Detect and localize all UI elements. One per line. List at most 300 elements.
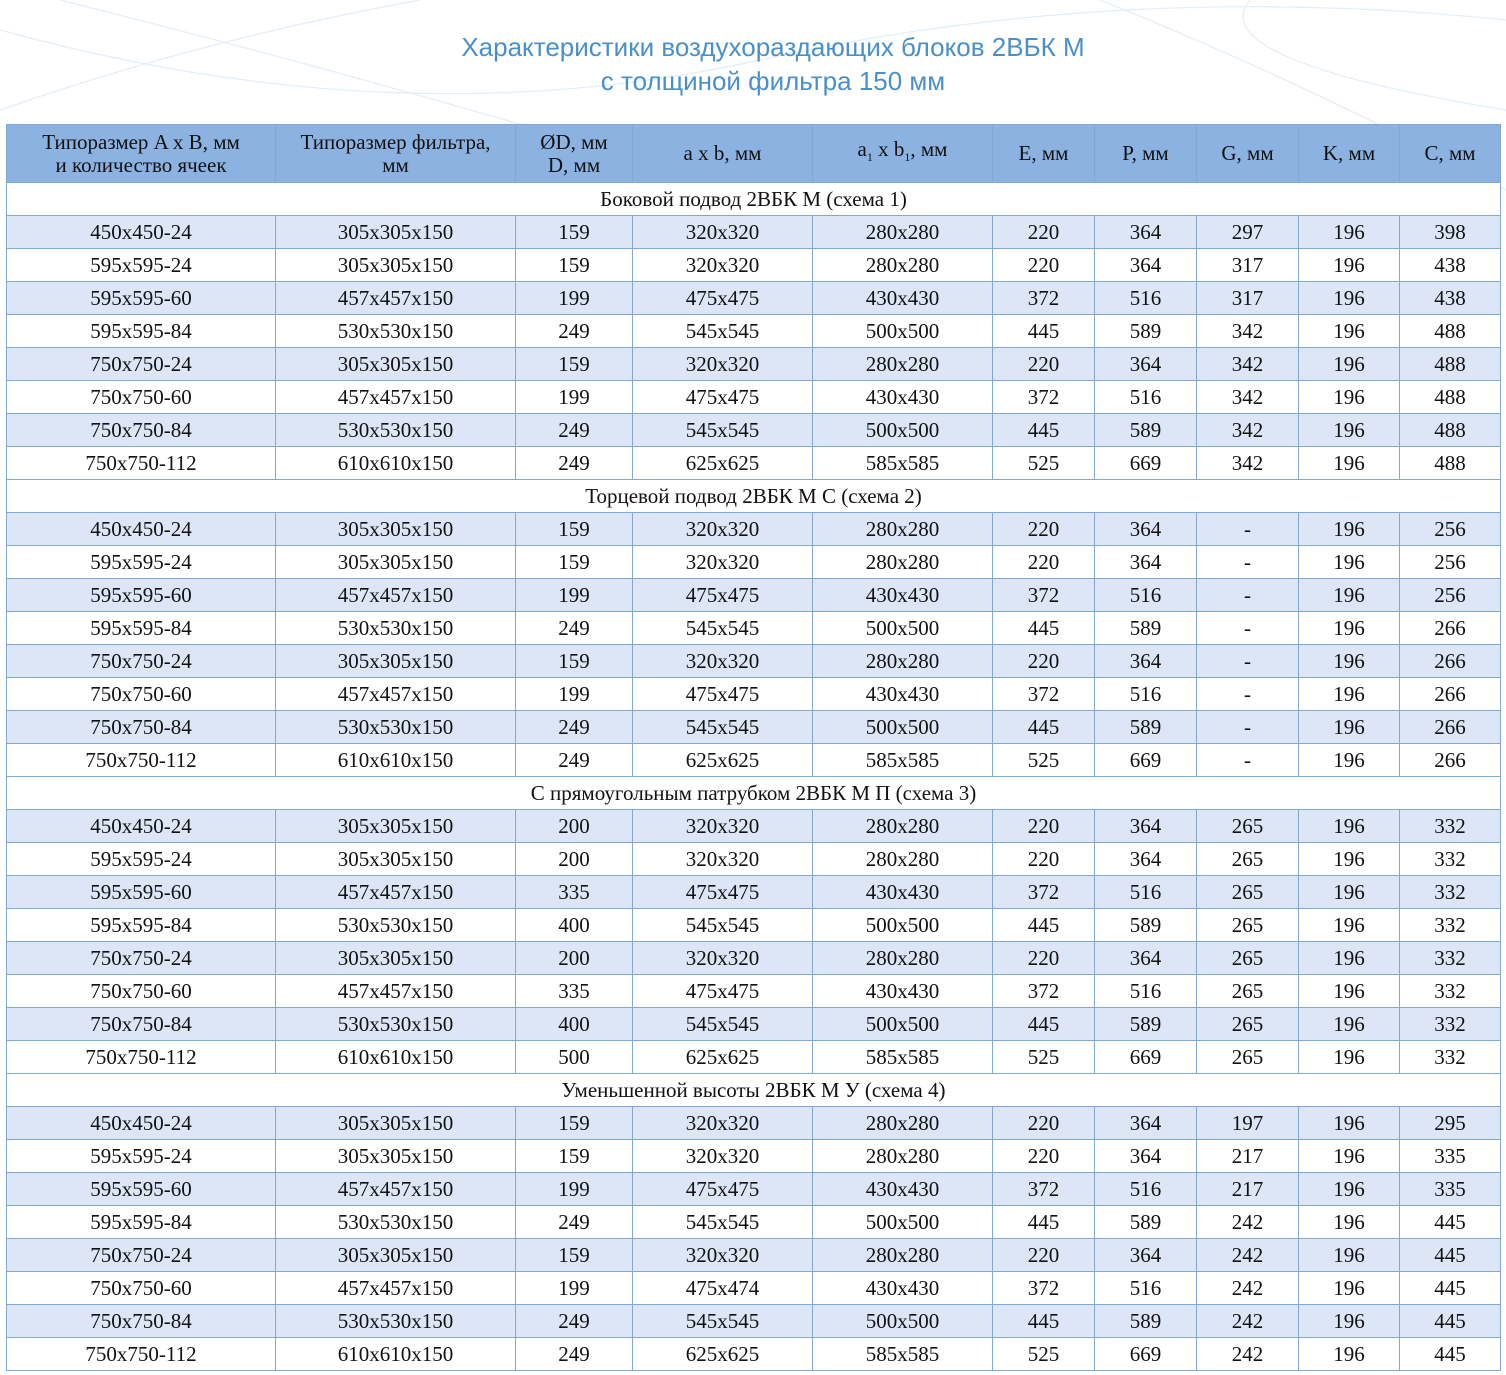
cell-k: 196 <box>1299 810 1400 843</box>
table-row <box>7 975 1501 1008</box>
cell-c: 438 <box>1400 249 1501 282</box>
header-a1b1-end: , мм <box>910 136 948 161</box>
cell-p: 589 <box>1095 315 1197 348</box>
cell-diameter: 159 <box>516 216 633 249</box>
cell-diameter: 199 <box>516 579 633 612</box>
cell-diameter: 249 <box>516 612 633 645</box>
cell-e: 372 <box>993 579 1095 612</box>
cell-p: 364 <box>1095 513 1197 546</box>
cell-a1b1: 280x280 <box>813 249 993 282</box>
cell-p: 364 <box>1095 843 1197 876</box>
cell-a1b1: 500x500 <box>813 1008 993 1041</box>
table-row <box>7 876 1501 909</box>
cell-size: 750x750-84 <box>7 414 276 447</box>
cell-diameter: 249 <box>516 744 633 777</box>
cell-g: 265 <box>1197 1008 1299 1041</box>
table-row <box>7 249 1501 282</box>
header-ab: a x b, мм <box>633 125 813 183</box>
header-g: G, мм <box>1197 125 1299 183</box>
cell-a1b1: 500x500 <box>813 1305 993 1338</box>
cell-filter: 457x457x150 <box>276 678 516 711</box>
cell-size: 450x450-24 <box>7 1107 276 1140</box>
cell-p: 589 <box>1095 414 1197 447</box>
cell-e: 220 <box>993 513 1095 546</box>
table-row <box>7 579 1501 612</box>
cell-size: 595x595-60 <box>7 282 276 315</box>
cell-c: 445 <box>1400 1338 1501 1371</box>
cell-ab: 475x475 <box>633 381 813 414</box>
cell-c: 266 <box>1400 612 1501 645</box>
cell-g: 217 <box>1197 1140 1299 1173</box>
cell-a1b1: 430x430 <box>813 876 993 909</box>
section-row <box>7 183 1501 216</box>
cell-size: 595x595-84 <box>7 909 276 942</box>
cell-a1b1: 500x500 <box>813 909 993 942</box>
table-row <box>7 348 1501 381</box>
cell-k: 196 <box>1299 216 1400 249</box>
cell-c: 266 <box>1400 645 1501 678</box>
cell-filter: 457x457x150 <box>276 1173 516 1206</box>
cell-ab: 475x475 <box>633 1173 813 1206</box>
cell-diameter: 335 <box>516 876 633 909</box>
cell-c: 332 <box>1400 1041 1501 1074</box>
cell-diameter: 199 <box>516 678 633 711</box>
cell-filter: 305x305x150 <box>276 513 516 546</box>
cell-diameter: 249 <box>516 414 633 447</box>
cell-ab: 320x320 <box>633 1107 813 1140</box>
cell-filter: 457x457x150 <box>276 579 516 612</box>
cell-ab: 545x545 <box>633 1008 813 1041</box>
cell-ab: 475x475 <box>633 579 813 612</box>
cell-e: 220 <box>993 843 1095 876</box>
cell-size: 750x750-24 <box>7 1239 276 1272</box>
table-row <box>7 414 1501 447</box>
cell-diameter: 200 <box>516 843 633 876</box>
cell-diameter: 199 <box>516 1173 633 1206</box>
cell-k: 196 <box>1299 546 1400 579</box>
cell-g: 197 <box>1197 1107 1299 1140</box>
cell-p: 589 <box>1095 1305 1197 1338</box>
cell-ab: 320x320 <box>633 942 813 975</box>
cell-k: 196 <box>1299 282 1400 315</box>
cell-filter: 610x610x150 <box>276 744 516 777</box>
cell-e: 445 <box>993 711 1095 744</box>
cell-ab: 475x475 <box>633 975 813 1008</box>
cell-size: 750x750-60 <box>7 381 276 414</box>
cell-ab: 545x545 <box>633 1206 813 1239</box>
cell-k: 196 <box>1299 315 1400 348</box>
cell-p: 516 <box>1095 579 1197 612</box>
cell-size: 750x750-112 <box>7 744 276 777</box>
cell-filter: 530x530x150 <box>276 315 516 348</box>
cell-p: 364 <box>1095 216 1197 249</box>
cell-diameter: 249 <box>516 1206 633 1239</box>
cell-size: 595x595-60 <box>7 876 276 909</box>
cell-g: 265 <box>1197 942 1299 975</box>
table-row <box>7 1107 1501 1140</box>
cell-p: 589 <box>1095 909 1197 942</box>
cell-g: - <box>1197 678 1299 711</box>
cell-p: 589 <box>1095 612 1197 645</box>
header-e: E, мм <box>993 125 1095 183</box>
cell-diameter: 335 <box>516 975 633 1008</box>
cell-g: - <box>1197 513 1299 546</box>
cell-g: 297 <box>1197 216 1299 249</box>
cell-c: 266 <box>1400 678 1501 711</box>
cell-k: 196 <box>1299 1041 1400 1074</box>
title-line-2: с толщиной фильтра 150 мм <box>600 66 946 96</box>
cell-g: 265 <box>1197 909 1299 942</box>
cell-k: 196 <box>1299 249 1400 282</box>
section-row <box>7 480 1501 513</box>
cell-ab: 625x625 <box>633 1338 813 1371</box>
cell-a1b1: 430x430 <box>813 579 993 612</box>
cell-size: 750x750-60 <box>7 975 276 1008</box>
cell-diameter: 159 <box>516 249 633 282</box>
cell-e: 220 <box>993 546 1095 579</box>
cell-c: 488 <box>1400 348 1501 381</box>
cell-a1b1: 280x280 <box>813 1140 993 1173</box>
cell-g: 265 <box>1197 810 1299 843</box>
cell-e: 445 <box>993 414 1095 447</box>
cell-p: 516 <box>1095 678 1197 711</box>
cell-e: 220 <box>993 1107 1095 1140</box>
cell-size: 750x750-84 <box>7 1305 276 1338</box>
cell-filter: 457x457x150 <box>276 282 516 315</box>
cell-e: 372 <box>993 975 1095 1008</box>
cell-ab: 545x545 <box>633 1305 813 1338</box>
cell-a1b1: 280x280 <box>813 810 993 843</box>
cell-e: 220 <box>993 810 1095 843</box>
cell-size: 750x750-112 <box>7 447 276 480</box>
cell-g: - <box>1197 612 1299 645</box>
table-row <box>7 1338 1501 1371</box>
cell-p: 669 <box>1095 447 1197 480</box>
table-row <box>7 1305 1501 1338</box>
table-row <box>7 216 1501 249</box>
cell-size: 750x750-24 <box>7 645 276 678</box>
cell-a1b1: 280x280 <box>813 513 993 546</box>
cell-g: - <box>1197 546 1299 579</box>
cell-c: 332 <box>1400 810 1501 843</box>
cell-k: 196 <box>1299 645 1400 678</box>
cell-p: 516 <box>1095 1272 1197 1305</box>
cell-a1b1: 430x430 <box>813 975 993 1008</box>
cell-diameter: 500 <box>516 1041 633 1074</box>
cell-e: 525 <box>993 447 1095 480</box>
cell-c: 488 <box>1400 447 1501 480</box>
table-row <box>7 282 1501 315</box>
cell-ab: 475x475 <box>633 282 813 315</box>
cell-p: 364 <box>1095 1107 1197 1140</box>
header-c: C, мм <box>1400 125 1501 183</box>
table-row <box>7 1140 1501 1173</box>
cell-ab: 625x625 <box>633 744 813 777</box>
specifications-table <box>6 124 1501 1371</box>
cell-c: 256 <box>1400 513 1501 546</box>
table-body <box>7 183 1501 1371</box>
cell-g: 242 <box>1197 1305 1299 1338</box>
cell-size: 450x450-24 <box>7 810 276 843</box>
header-diameter-line1: ØD, мм <box>540 129 608 154</box>
cell-a1b1: 500x500 <box>813 612 993 645</box>
cell-size: 750x750-24 <box>7 942 276 975</box>
cell-filter: 305x305x150 <box>276 843 516 876</box>
cell-p: 516 <box>1095 1173 1197 1206</box>
cell-g: 342 <box>1197 381 1299 414</box>
cell-c: 256 <box>1400 546 1501 579</box>
cell-a1b1: 280x280 <box>813 1107 993 1140</box>
cell-g: 265 <box>1197 1041 1299 1074</box>
cell-p: 669 <box>1095 1338 1197 1371</box>
cell-g: 265 <box>1197 975 1299 1008</box>
header-filter <box>276 125 516 183</box>
cell-a1b1: 585x585 <box>813 447 993 480</box>
cell-filter: 530x530x150 <box>276 711 516 744</box>
cell-p: 364 <box>1095 810 1197 843</box>
section-title: Боковой подвод 2ВБК М (схема 1) <box>7 183 1501 216</box>
cell-g: - <box>1197 579 1299 612</box>
cell-filter: 457x457x150 <box>276 975 516 1008</box>
cell-ab: 475x475 <box>633 876 813 909</box>
cell-c: 332 <box>1400 942 1501 975</box>
cell-size: 595x595-60 <box>7 579 276 612</box>
cell-diameter: 249 <box>516 1305 633 1338</box>
cell-p: 589 <box>1095 1008 1197 1041</box>
header-a1b1-sub2: 1 <box>904 150 911 165</box>
cell-size: 595x595-24 <box>7 843 276 876</box>
cell-ab: 320x320 <box>633 645 813 678</box>
cell-k: 196 <box>1299 942 1400 975</box>
cell-e: 220 <box>993 216 1095 249</box>
cell-k: 196 <box>1299 1338 1400 1371</box>
cell-k: 196 <box>1299 579 1400 612</box>
header-filter-line1: Типоразмер фильтра, <box>300 129 491 154</box>
cell-diameter: 159 <box>516 348 633 381</box>
cell-ab: 320x320 <box>633 1239 813 1272</box>
cell-k: 196 <box>1299 381 1400 414</box>
cell-p: 364 <box>1095 942 1197 975</box>
cell-size: 595x595-24 <box>7 546 276 579</box>
cell-diameter: 249 <box>516 315 633 348</box>
header-size <box>7 125 276 183</box>
table-row <box>7 612 1501 645</box>
cell-ab: 545x545 <box>633 414 813 447</box>
cell-c: 332 <box>1400 975 1501 1008</box>
cell-ab: 475x475 <box>633 678 813 711</box>
cell-c: 332 <box>1400 843 1501 876</box>
cell-e: 220 <box>993 1140 1095 1173</box>
cell-g: 342 <box>1197 315 1299 348</box>
table-row <box>7 1173 1501 1206</box>
cell-c: 398 <box>1400 216 1501 249</box>
cell-ab: 625x625 <box>633 1041 813 1074</box>
cell-g: 342 <box>1197 447 1299 480</box>
section-title: Уменьшенной высоты 2ВБК М У (схема 4) <box>7 1074 1501 1107</box>
cell-diameter: 159 <box>516 1140 633 1173</box>
cell-c: 488 <box>1400 315 1501 348</box>
cell-diameter: 400 <box>516 909 633 942</box>
cell-a1b1: 280x280 <box>813 348 993 381</box>
cell-diameter: 199 <box>516 1272 633 1305</box>
header-diameter-line2: D, мм <box>547 152 601 177</box>
table-row <box>7 909 1501 942</box>
cell-filter: 530x530x150 <box>276 1206 516 1239</box>
cell-k: 196 <box>1299 843 1400 876</box>
cell-e: 220 <box>993 645 1095 678</box>
table-row <box>7 645 1501 678</box>
table-row <box>7 1008 1501 1041</box>
cell-e: 445 <box>993 1206 1095 1239</box>
cell-size: 750x750-84 <box>7 1008 276 1041</box>
table-row <box>7 1041 1501 1074</box>
cell-k: 196 <box>1299 1272 1400 1305</box>
table-row <box>7 810 1501 843</box>
page-title <box>0 30 1506 98</box>
cell-g: 265 <box>1197 876 1299 909</box>
cell-size: 750x750-60 <box>7 1272 276 1305</box>
cell-a1b1: 430x430 <box>813 282 993 315</box>
cell-p: 364 <box>1095 546 1197 579</box>
cell-g: - <box>1197 711 1299 744</box>
cell-k: 196 <box>1299 1008 1400 1041</box>
cell-diameter: 159 <box>516 546 633 579</box>
cell-a1b1: 585x585 <box>813 1041 993 1074</box>
cell-p: 589 <box>1095 1206 1197 1239</box>
header-size-line1: Типоразмер A x B, мм <box>42 129 240 154</box>
cell-diameter: 199 <box>516 282 633 315</box>
cell-size: 750x750-112 <box>7 1338 276 1371</box>
cell-filter: 305x305x150 <box>276 348 516 381</box>
cell-ab: 320x320 <box>633 1140 813 1173</box>
cell-size: 595x595-84 <box>7 315 276 348</box>
cell-g: 342 <box>1197 414 1299 447</box>
cell-ab: 545x545 <box>633 612 813 645</box>
header-a1b1-mid: x b <box>872 136 905 161</box>
cell-e: 372 <box>993 1173 1095 1206</box>
cell-filter: 305x305x150 <box>276 249 516 282</box>
cell-e: 372 <box>993 282 1095 315</box>
table-row <box>7 942 1501 975</box>
cell-filter: 305x305x150 <box>276 1140 516 1173</box>
cell-filter: 305x305x150 <box>276 546 516 579</box>
cell-filter: 457x457x150 <box>276 1272 516 1305</box>
cell-c: 335 <box>1400 1173 1501 1206</box>
cell-size: 595x595-84 <box>7 1206 276 1239</box>
cell-ab: 320x320 <box>633 546 813 579</box>
cell-g: 242 <box>1197 1272 1299 1305</box>
table-row <box>7 1206 1501 1239</box>
cell-a1b1: 585x585 <box>813 744 993 777</box>
cell-size: 450x450-24 <box>7 513 276 546</box>
cell-c: 332 <box>1400 909 1501 942</box>
cell-c: 445 <box>1400 1206 1501 1239</box>
cell-size: 450x450-24 <box>7 216 276 249</box>
cell-k: 196 <box>1299 414 1400 447</box>
cell-p: 589 <box>1095 711 1197 744</box>
cell-c: 445 <box>1400 1305 1501 1338</box>
cell-a1b1: 280x280 <box>813 645 993 678</box>
cell-a1b1: 280x280 <box>813 843 993 876</box>
cell-filter: 530x530x150 <box>276 1305 516 1338</box>
cell-k: 196 <box>1299 513 1400 546</box>
cell-a1b1: 430x430 <box>813 1272 993 1305</box>
cell-ab: 545x545 <box>633 315 813 348</box>
cell-a1b1: 280x280 <box>813 942 993 975</box>
section-title: С прямоугольным патрубком 2ВБК М П (схема 3) <box>7 777 1501 810</box>
cell-size: 595x595-84 <box>7 612 276 645</box>
table-row <box>7 744 1501 777</box>
cell-size: 750x750-24 <box>7 348 276 381</box>
cell-diameter: 249 <box>516 447 633 480</box>
section-title: Торцевой подвод 2ВБК М С (схема 2) <box>7 480 1501 513</box>
cell-p: 364 <box>1095 1239 1197 1272</box>
cell-a1b1: 500x500 <box>813 711 993 744</box>
cell-filter: 305x305x150 <box>276 1239 516 1272</box>
cell-g: - <box>1197 744 1299 777</box>
table-row <box>7 513 1501 546</box>
cell-g: 317 <box>1197 282 1299 315</box>
cell-filter: 305x305x150 <box>276 942 516 975</box>
cell-diameter: 159 <box>516 1239 633 1272</box>
cell-diameter: 159 <box>516 645 633 678</box>
cell-c: 488 <box>1400 414 1501 447</box>
cell-diameter: 400 <box>516 1008 633 1041</box>
cell-ab: 320x320 <box>633 810 813 843</box>
cell-k: 196 <box>1299 1173 1400 1206</box>
cell-a1b1: 430x430 <box>813 1173 993 1206</box>
section-row <box>7 1074 1501 1107</box>
cell-size: 750x750-60 <box>7 678 276 711</box>
cell-c: 335 <box>1400 1140 1501 1173</box>
cell-diameter: 249 <box>516 711 633 744</box>
table-row <box>7 843 1501 876</box>
cell-k: 196 <box>1299 678 1400 711</box>
cell-a1b1: 500x500 <box>813 315 993 348</box>
cell-e: 220 <box>993 942 1095 975</box>
header-a1b1 <box>813 125 993 183</box>
section-row <box>7 777 1501 810</box>
cell-g: 242 <box>1197 1338 1299 1371</box>
cell-e: 445 <box>993 612 1095 645</box>
cell-a1b1: 430x430 <box>813 678 993 711</box>
cell-a1b1: 500x500 <box>813 1206 993 1239</box>
cell-filter: 610x610x150 <box>276 447 516 480</box>
cell-e: 372 <box>993 381 1095 414</box>
cell-a1b1: 280x280 <box>813 216 993 249</box>
table-header <box>7 125 1501 183</box>
cell-p: 364 <box>1095 249 1197 282</box>
cell-ab: 475x474 <box>633 1272 813 1305</box>
cell-g: 265 <box>1197 843 1299 876</box>
cell-diameter: 159 <box>516 513 633 546</box>
cell-g: 342 <box>1197 348 1299 381</box>
cell-p: 516 <box>1095 975 1197 1008</box>
cell-e: 525 <box>993 1338 1095 1371</box>
cell-k: 196 <box>1299 1140 1400 1173</box>
cell-e: 445 <box>993 315 1095 348</box>
title-line-1: Характеристики воздухораздающих блоков 2ВБК М <box>461 32 1085 62</box>
cell-p: 669 <box>1095 1041 1197 1074</box>
cell-k: 196 <box>1299 1239 1400 1272</box>
cell-ab: 545x545 <box>633 909 813 942</box>
cell-c: 438 <box>1400 282 1501 315</box>
cell-c: 445 <box>1400 1272 1501 1305</box>
table-row <box>7 1272 1501 1305</box>
cell-c: 332 <box>1400 1008 1501 1041</box>
cell-c: 488 <box>1400 381 1501 414</box>
cell-size: 595x595-24 <box>7 249 276 282</box>
